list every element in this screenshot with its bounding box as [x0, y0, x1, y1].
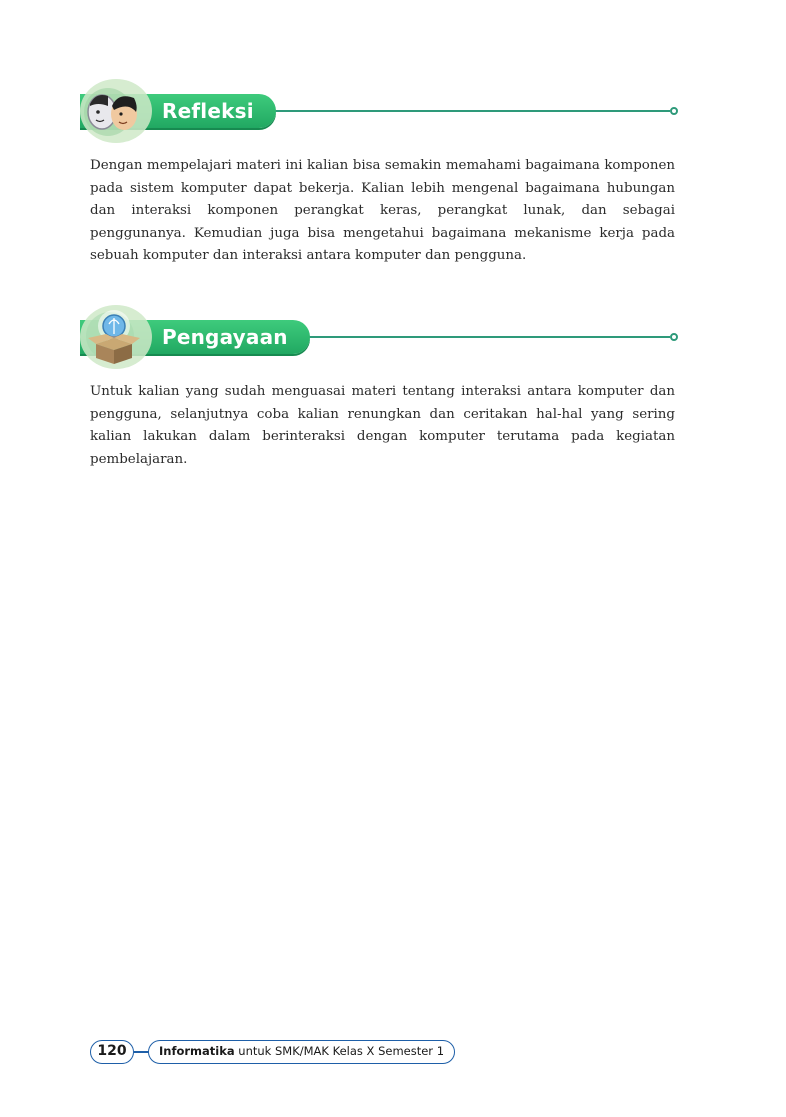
page-number: 120: [90, 1040, 134, 1064]
refleksi-header-rule: [268, 110, 670, 112]
book-title-rest: untuk SMK/MAK Kelas X Semester 1: [234, 1044, 445, 1058]
book-title-bold: Informatika: [159, 1044, 235, 1058]
refleksi-title: Refleksi: [80, 94, 276, 128]
refleksi-paragraph: Dengan mempelajari materi ini kalian bisa semakin memahami bagaimana komponen pada sistem komputer dapat bekerja. Kalian lebih mengenal bagaimana hubungan dan interaksi komponen perangkat keras, perangkat lunak, dan sebagai penggunanya. Kemudian juga bisa mengetahui bagaimana mekanisme kerja pada sebuah komputer dan interaksi antara komputer dan pengguna.: [90, 158, 675, 264]
reflection-faces-icon: [78, 76, 154, 146]
refleksi-rule-end-dot: [670, 107, 678, 115]
page-footer: [90, 1040, 450, 1064]
pengayaan-title: Pengayaan: [80, 320, 310, 354]
pengayaan-header-rule: [304, 336, 670, 338]
pengayaan-paragraph: Untuk kalian yang sudah menguasai materi tentang interaksi antara komputer dan pengguna, selanjutnya coba kalian renungkan dan ceritakan hal-hal yang sering kalian lakukan dalam berinteraksi dengan komputer terutama pada kegiatan pembelajaran.: [90, 384, 675, 467]
enrichment-lightbulb-box-icon: [78, 302, 154, 372]
pengayaan-header: [78, 302, 680, 372]
book-title: [148, 1040, 455, 1064]
pengayaan-rule-end-dot: [670, 333, 678, 341]
refleksi-header: [78, 76, 680, 146]
